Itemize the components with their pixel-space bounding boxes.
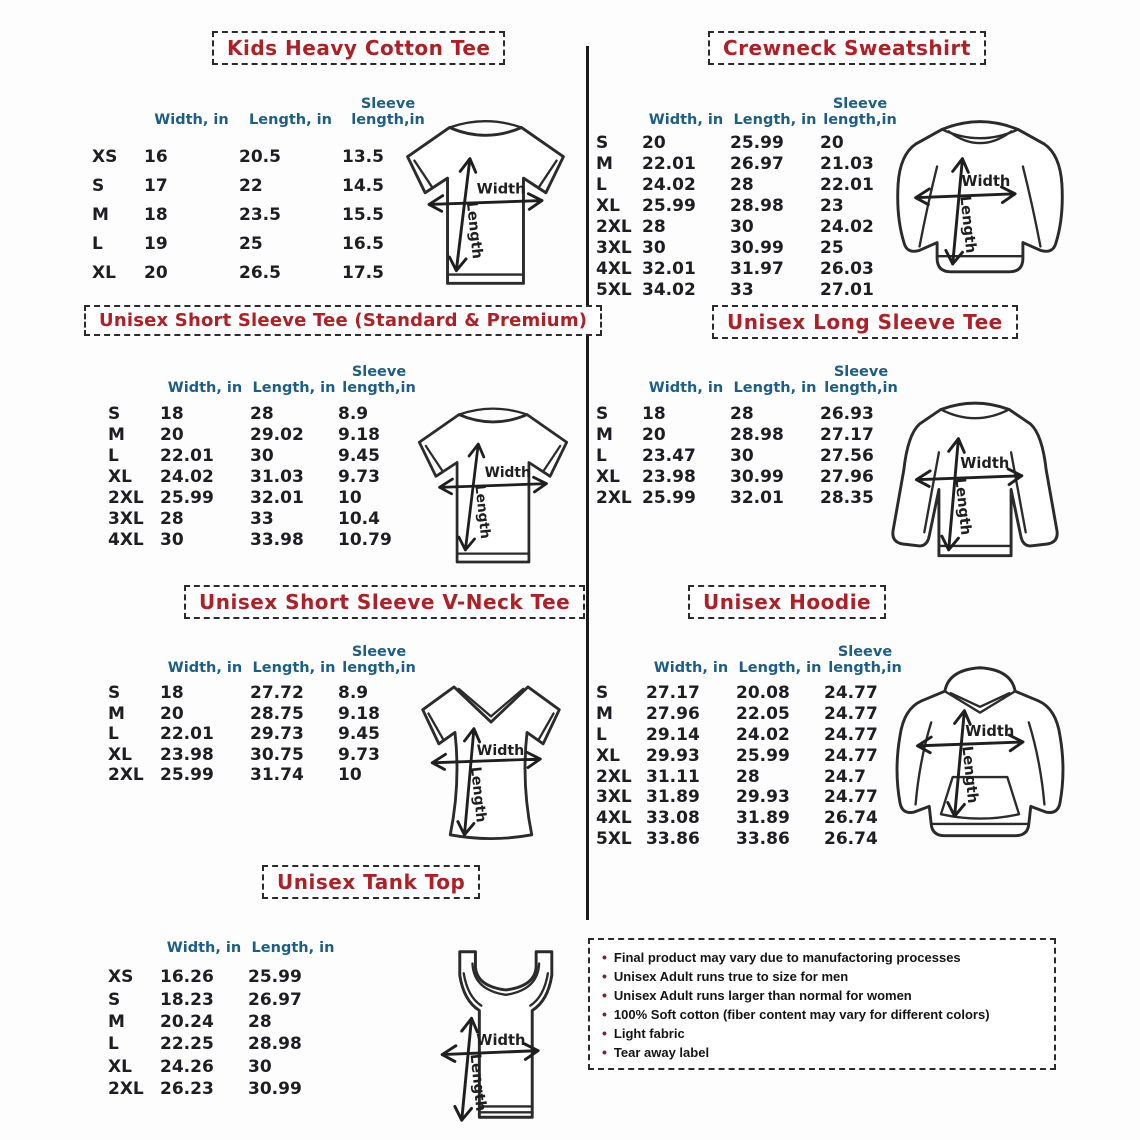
size-value: 9.45 [338,445,380,466]
size-value: 28 [248,1011,272,1032]
size-label: M [596,424,613,445]
size-label: M [92,204,109,225]
section-title: Unisex Long Sleeve Tee [727,310,1003,334]
size-value: 27.96 [820,466,874,487]
column-header-sleeve: Sleeve length,in [342,363,416,396]
size-value: 30 [730,216,754,237]
size-label: 4XL [108,529,144,550]
size-value: 24.77 [824,683,878,704]
size-value: 31.03 [250,466,304,487]
size-value: 34.02 [642,279,696,300]
size-row [108,529,420,550]
size-value: 22 [239,175,263,196]
size-row [596,216,900,237]
size-label: 3XL [596,237,632,258]
size-value: 10 [338,487,362,508]
size-row [92,258,434,287]
size-value: 8.9 [338,403,369,424]
size-value: 16 [144,146,168,167]
size-value: 30 [730,445,754,466]
size-label: XL [596,745,620,766]
size-row [596,279,900,300]
size-value: 26.5 [239,262,281,283]
size-label: M [108,703,125,724]
size-value: 20 [642,132,666,153]
size-row [596,195,900,216]
table-body [92,142,434,287]
size-label: 2XL [108,1079,144,1100]
size-label: XL [108,1056,132,1077]
size-table [596,632,906,849]
notes-box [588,938,1056,1070]
size-row [596,132,900,153]
size-value: 26.03 [820,258,874,279]
size-value: 30.75 [250,744,304,765]
size-value: 18 [642,403,666,424]
size-label: 5XL [596,279,632,300]
size-value: 29.93 [736,787,790,808]
size-label: M [108,424,125,445]
size-value: 26.74 [824,828,878,849]
size-label: 2XL [108,765,144,786]
size-value: 25.99 [160,765,214,786]
size-value: 30 [160,529,184,550]
size-value: 22.01 [820,174,874,195]
size-value: 20 [160,424,184,445]
length-arrow-label: Length [462,200,486,260]
size-row [92,229,434,258]
sweatshirt-illustration [866,108,1094,303]
size-value: 23.47 [642,445,696,466]
size-label: L [596,724,607,745]
size-value: 17.5 [342,262,384,283]
v-neck-tee-illustration [396,668,586,850]
size-label: M [596,153,613,174]
size-row [108,704,420,725]
size-table [108,352,420,550]
size-value: 26.93 [820,403,874,424]
size-label: XL [596,195,620,216]
size-row [108,403,420,424]
size-value: 10.4 [338,508,380,529]
section-title-box [184,585,585,619]
table-body [596,132,900,300]
table-header-row [92,84,434,130]
table-header-row [596,84,900,130]
size-value: 33.08 [646,808,700,829]
section-title-box [84,305,602,336]
size-table [108,912,338,1100]
size-value: 25.99 [736,745,790,766]
size-value: 22.05 [736,704,790,725]
table-body [108,966,338,1100]
size-label: L [108,445,119,466]
section-title-box [262,865,480,899]
size-label: 2XL [596,766,632,787]
size-label: M [596,704,613,725]
size-label: 3XL [596,787,632,808]
size-value: 24.02 [642,174,696,195]
size-value: 33.86 [646,828,700,849]
size-value: 24.77 [824,745,878,766]
section-title: Crewneck Sweatshirt [723,36,971,60]
size-row [596,829,906,850]
size-value: 24.7 [824,766,866,787]
size-row [596,258,900,279]
size-value: 33 [250,508,274,529]
size-row [108,683,420,704]
size-row [108,966,338,988]
size-row [108,988,338,1010]
size-value: 30.99 [730,237,784,258]
length-arrow-label: Length [467,765,489,824]
size-value: 27.72 [250,683,304,704]
table-body [596,683,906,849]
section-title-box [712,305,1018,339]
size-value: 33.86 [736,828,790,849]
size-value: 20 [642,424,666,445]
size-row [108,1078,338,1100]
section-title-box [708,31,986,65]
size-value: 25.99 [642,487,696,508]
size-row [108,508,420,529]
width-arrow-label: Width [476,1031,526,1049]
size-label: XL [108,744,132,765]
size-value: 9.18 [338,424,380,445]
size-row [108,765,420,786]
size-value: 21.03 [820,153,874,174]
size-value: 22.25 [160,1034,214,1055]
size-label: S [108,989,121,1010]
size-value: 28.98 [248,1034,302,1055]
size-value: 24.26 [160,1056,214,1077]
note-item: • Unisex Adult runs larger than normal for women [602,986,1042,1005]
size-value: 24.77 [824,724,878,745]
size-label: XL [108,466,132,487]
size-value: 28.98 [730,195,784,216]
size-value: 22.01 [160,445,214,466]
size-value: 26.97 [248,989,302,1010]
size-value: 30 [250,445,274,466]
width-arrow-label: Width [476,743,525,760]
table-header-row [108,352,420,398]
size-value: 20 [820,132,844,153]
column-header-sleeve: Sleeve length,in [828,643,902,676]
size-value: 25 [820,237,844,258]
section-title-box [212,31,505,65]
size-value: 20.24 [160,1011,214,1032]
size-value: 29.14 [646,724,700,745]
size-value: 28.98 [730,424,784,445]
size-value: 14.5 [342,175,384,196]
size-value: 23.98 [642,466,696,487]
size-value: 26.97 [730,153,784,174]
size-value: 25.99 [730,132,784,153]
size-label: M [108,1011,125,1032]
size-value: 16.26 [160,967,214,988]
size-value: 18 [160,683,184,704]
size-label: 2XL [596,487,632,508]
size-value: 24.02 [160,466,214,487]
size-value: 16.5 [342,233,384,254]
column-header-sleeve: Sleeve length,in [824,363,898,396]
note-item: • Unisex Adult runs true to size for men [602,967,1042,986]
note-item: • Tear away label [602,1043,1042,1062]
column-header-sleeve: Sleeve length,in [351,95,425,128]
size-value: 13.5 [342,146,384,167]
size-label: S [92,175,105,196]
size-value: 23.98 [160,744,214,765]
note-item: • Final product may vary due to manufactoring processes [602,948,1042,967]
width-arrow-label: Width [965,723,1015,741]
long-sleeve-tee-illustration [855,388,1095,583]
width-arrow-label: Width [476,180,526,198]
column-header-width: Width, in [167,659,243,676]
table-body [108,403,420,550]
size-value: 25.99 [642,195,696,216]
column-header-length: Length, in [733,379,817,396]
size-row [108,1011,338,1033]
size-label: L [596,445,607,466]
note-item: • Light fabric [602,1024,1042,1043]
size-value: 29.02 [250,424,304,445]
size-value: 30.99 [730,466,784,487]
size-value: 20.08 [736,683,790,704]
size-row [108,445,420,466]
size-row [92,142,434,171]
size-table [92,84,434,287]
size-value: 9.18 [338,703,380,724]
size-value: 24.02 [736,724,790,745]
size-value: 22.01 [642,153,696,174]
size-label: S [108,683,121,704]
size-value: 26.74 [824,808,878,829]
column-header-length: Length, in [251,939,335,956]
size-label: L [108,724,119,745]
tee-illustration [388,110,583,295]
size-value: 25.99 [160,487,214,508]
note-item: • 100% Soft cotton (fiber content may vary for different colors) [602,1005,1042,1024]
size-value: 18 [144,204,168,225]
size-row [596,153,900,174]
size-value: 8.9 [338,683,369,704]
size-row [108,1056,338,1078]
size-row [108,424,420,445]
column-header-length: Length, in [249,111,332,128]
size-value: 20.5 [239,146,281,167]
size-value: 20 [160,703,184,724]
size-row [108,487,420,508]
size-label: XS [92,146,118,167]
column-header-length: Length, in [733,111,817,128]
size-row [92,200,434,229]
size-value: 20 [144,262,168,283]
size-row [108,724,420,745]
size-label: 4XL [596,808,632,829]
size-label: 3XL [108,508,144,529]
size-value: 28 [642,216,666,237]
size-table [596,84,900,300]
size-label: S [596,683,609,704]
size-value: 31.11 [646,766,700,787]
section-title: Unisex Hoodie [703,590,872,614]
size-value: 9.73 [338,744,380,765]
size-label: 4XL [596,258,632,279]
size-value: 18.23 [160,989,214,1010]
table-header-row [596,632,906,678]
size-value: 32.01 [250,487,304,508]
size-value: 24.77 [824,704,878,725]
column-header-width: Width, in [166,939,242,956]
size-label: 2XL [596,216,632,237]
size-value: 28.75 [250,703,304,724]
size-label: S [108,403,121,424]
size-value: 24.02 [820,216,874,237]
size-value: 15.5 [342,204,384,225]
size-value: 25.99 [248,967,302,988]
size-value: 9.73 [338,466,380,487]
size-label: 5XL [596,828,632,849]
size-value: 28 [736,766,760,787]
length-arrow-label: Length [951,477,975,536]
size-value: 31.74 [250,765,304,786]
size-row [596,683,906,704]
size-table [108,632,420,786]
tank-top-illustration [412,940,580,1128]
column-header-sleeve: Sleeve length,in [823,95,897,128]
size-value: 27.96 [646,704,700,725]
size-label: XL [92,262,116,283]
section-title: Unisex Tank Top [277,870,466,894]
size-value: 33.98 [250,529,304,550]
size-value: 29.93 [646,745,700,766]
size-row [596,725,906,746]
size-value: 31.89 [646,787,700,808]
size-row [596,704,906,725]
size-row [596,787,906,808]
section-title: Unisex Short Sleeve V-Neck Tee [199,590,571,614]
size-value: 30 [248,1056,272,1077]
column-header-length: Length, in [252,659,336,676]
size-value: 30.99 [248,1079,302,1100]
length-arrow-label: Length [956,195,980,254]
size-value: 31.97 [730,258,784,279]
size-row [108,466,420,487]
column-header-length: Length, in [738,659,822,676]
size-label: XL [596,466,620,487]
section-title-box [688,585,886,619]
size-label: 2XL [108,487,144,508]
size-value: 28 [730,174,754,195]
tee-illustration [398,398,588,573]
table-body [108,683,420,786]
size-value: 27.17 [820,424,874,445]
size-value: 28 [730,403,754,424]
size-row [596,237,900,258]
size-value: 17 [144,175,168,196]
size-value: 22.01 [160,724,214,745]
size-value: 32.01 [642,258,696,279]
size-row [596,174,900,195]
size-label: S [596,132,609,153]
size-value: 23 [820,195,844,216]
length-arrow-label: Length [958,745,982,805]
size-value: 31.89 [736,808,790,829]
table-header-row [108,912,338,958]
column-header-width: Width, in [154,111,229,128]
width-arrow-label: Width [961,173,1011,190]
size-value: 27.56 [820,445,874,466]
size-label: L [108,1034,119,1055]
size-value: 28.35 [820,487,874,508]
size-row [596,808,906,829]
size-value: 27.01 [820,279,874,300]
section-title: Kids Heavy Cotton Tee [227,36,491,60]
column-header-sleeve: Sleeve length,in [342,643,416,676]
length-arrow-label: Length [466,1052,490,1113]
size-value: 10 [338,765,362,786]
size-value: 19 [144,233,168,254]
size-value: 9.45 [338,724,380,745]
hoodie-illustration [866,658,1094,863]
column-header-width: Width, in [653,659,729,676]
size-label: XS [108,967,134,988]
size-value: 29.73 [250,724,304,745]
size-value: 28 [250,403,274,424]
size-value: 28 [160,508,184,529]
width-arrow-label: Width [960,454,1010,472]
size-label: S [596,403,609,424]
column-header-width: Width, in [648,111,724,128]
size-row [92,171,434,200]
column-header-length: Length, in [252,379,336,396]
column-header-width: Width, in [167,379,243,396]
size-value: 25 [239,233,263,254]
length-arrow-label: Length [471,483,494,540]
size-value: 18 [160,403,184,424]
size-value: 33 [730,279,754,300]
size-value: 24.77 [824,787,878,808]
size-value: 23.5 [239,204,281,225]
size-value: 27.17 [646,683,700,704]
table-header-row [108,632,420,678]
column-header-width: Width, in [648,379,724,396]
size-row [596,745,906,766]
section-title: Unisex Short Sleeve Tee (Standard & Premium) [99,310,588,331]
size-row [108,1033,338,1055]
size-value: 10.79 [338,529,392,550]
width-arrow-label: Width [484,465,531,482]
size-row [108,745,420,766]
size-value: 32.01 [730,487,784,508]
size-row [596,766,906,787]
size-value: 26.23 [160,1079,214,1100]
size-value: 30 [642,237,666,258]
size-label: L [92,233,103,254]
size-label: L [596,174,607,195]
